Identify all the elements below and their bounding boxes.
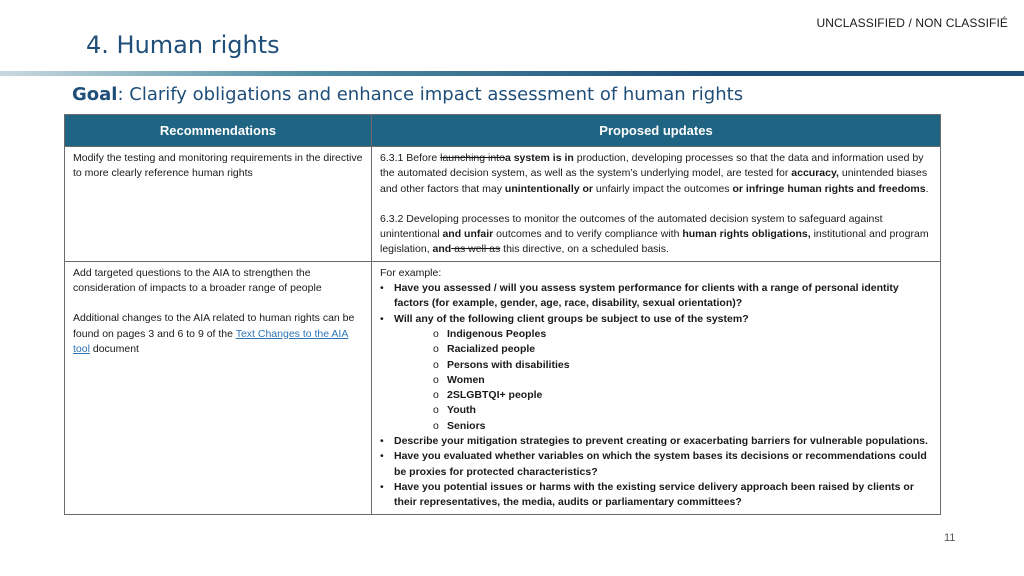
list-item: o Seniors: [394, 419, 933, 434]
inserted-text: unintentionally or: [504, 182, 593, 195]
recommendation-cell: [65, 147, 372, 262]
text-run: unintended biases and other factors that may: [380, 167, 928, 195]
deleted-text: as well as: [451, 243, 501, 256]
text-run: .: [925, 182, 929, 195]
question-text: Will any of the following client groups be subject to use of the system?: [394, 312, 749, 325]
text-run: outcomes and to verify compliance with: [493, 228, 683, 241]
text-run: document: [89, 342, 139, 355]
text-run: Additional changes to the AIA related to human rights can be found on pages 3 and 6 to 9 of the: [73, 312, 355, 340]
text-run: 6.3.2 Developing processes to monitor the outcomes of the automated decision system to safeguard against unintentional: [380, 212, 883, 241]
inserted-text: and: [432, 243, 452, 256]
text-run: this directive, on a scheduled basis.: [500, 243, 669, 256]
table-header-row: [65, 115, 941, 147]
list-item: o Persons with disabilities: [394, 358, 933, 373]
goal-text: : Clarify obligations and enhance impact assessment of human rights: [117, 84, 744, 105]
proposed-update-cell: [372, 147, 941, 262]
page-number: 11: [944, 532, 956, 544]
recommendation-note: [73, 311, 364, 357]
list-item: • Describe your mitigation strategies to prevent creating or exacerbating barriers for vulnerable populations.: [380, 434, 933, 449]
proposed-update-cell: [372, 261, 941, 514]
update-6-3-1: [380, 151, 933, 197]
header-divider-band: [0, 71, 1024, 76]
table-row: [65, 261, 941, 514]
recommendation-text: Add targeted questions to the AIA to strengthen the consideration of impacts to a broader range of people: [73, 266, 322, 295]
list-item: o Indigenous Peoples: [394, 327, 933, 342]
list-item: o Youth: [394, 403, 933, 418]
classification-label: UNCLASSIFIED / NON CLASSIFIÉ: [816, 16, 1008, 30]
recommendation-text: Modify the testing and monitoring requirements in the directive to more clearly reference human rights: [73, 152, 363, 180]
inserted-text: or infringe human rights and freedoms: [732, 182, 926, 195]
list-item: • Have you evaluated whether variables on which the system bases its decisions or recommendations could be proxies for protected characteristics?: [380, 449, 933, 480]
table-row: [65, 147, 941, 262]
text-run: institutional and program legislation,: [380, 228, 929, 256]
text-changes-link[interactable]: Text Changes to the AIA tool: [73, 327, 349, 355]
list-item: [380, 312, 933, 434]
list-item: • Have you assessed / will you assess system performance for clients with a range of personal identity factors (for example, gender, age, race, disability, sexual orientation)?: [380, 281, 933, 312]
inserted-text: and unfair: [442, 228, 494, 241]
example-label: For example:: [380, 266, 442, 279]
text-run: production, developing processes so that the data and information used by the automated decision system, as well as the system’s underlying model, are tested for: [380, 152, 924, 180]
header-proposed-updates: Proposed updates: [372, 115, 941, 147]
update-6-3-2: [380, 212, 933, 258]
goal-statement: [72, 84, 743, 105]
goal-label: Goal: [72, 84, 118, 105]
client-group-list: [394, 327, 933, 434]
list-item: o Women: [394, 373, 933, 388]
inserted-text: a system is in: [504, 152, 574, 164]
deleted-text: launching into: [440, 152, 505, 164]
question-list: [380, 281, 933, 510]
slide-title: 4. Human rights: [86, 31, 280, 59]
text-run: unfairly impact the outcomes: [593, 182, 733, 195]
inserted-text: human rights obligations,: [682, 228, 811, 241]
header-recommendations: Recommendations: [65, 115, 372, 147]
list-item: o 2SLGBTQI+ people: [394, 388, 933, 403]
text-run: 6.3.1 Before: [380, 152, 441, 164]
inserted-text: accuracy,: [791, 167, 839, 180]
list-item: • Have you potential issues or harms with the existing service delivery approach been raised by clients or their representatives, the media, audits or parliamentary committees?: [380, 480, 933, 511]
recommendations-table: [64, 114, 941, 515]
list-item: o Racialized people: [394, 342, 933, 357]
recommendation-cell: [65, 261, 372, 514]
